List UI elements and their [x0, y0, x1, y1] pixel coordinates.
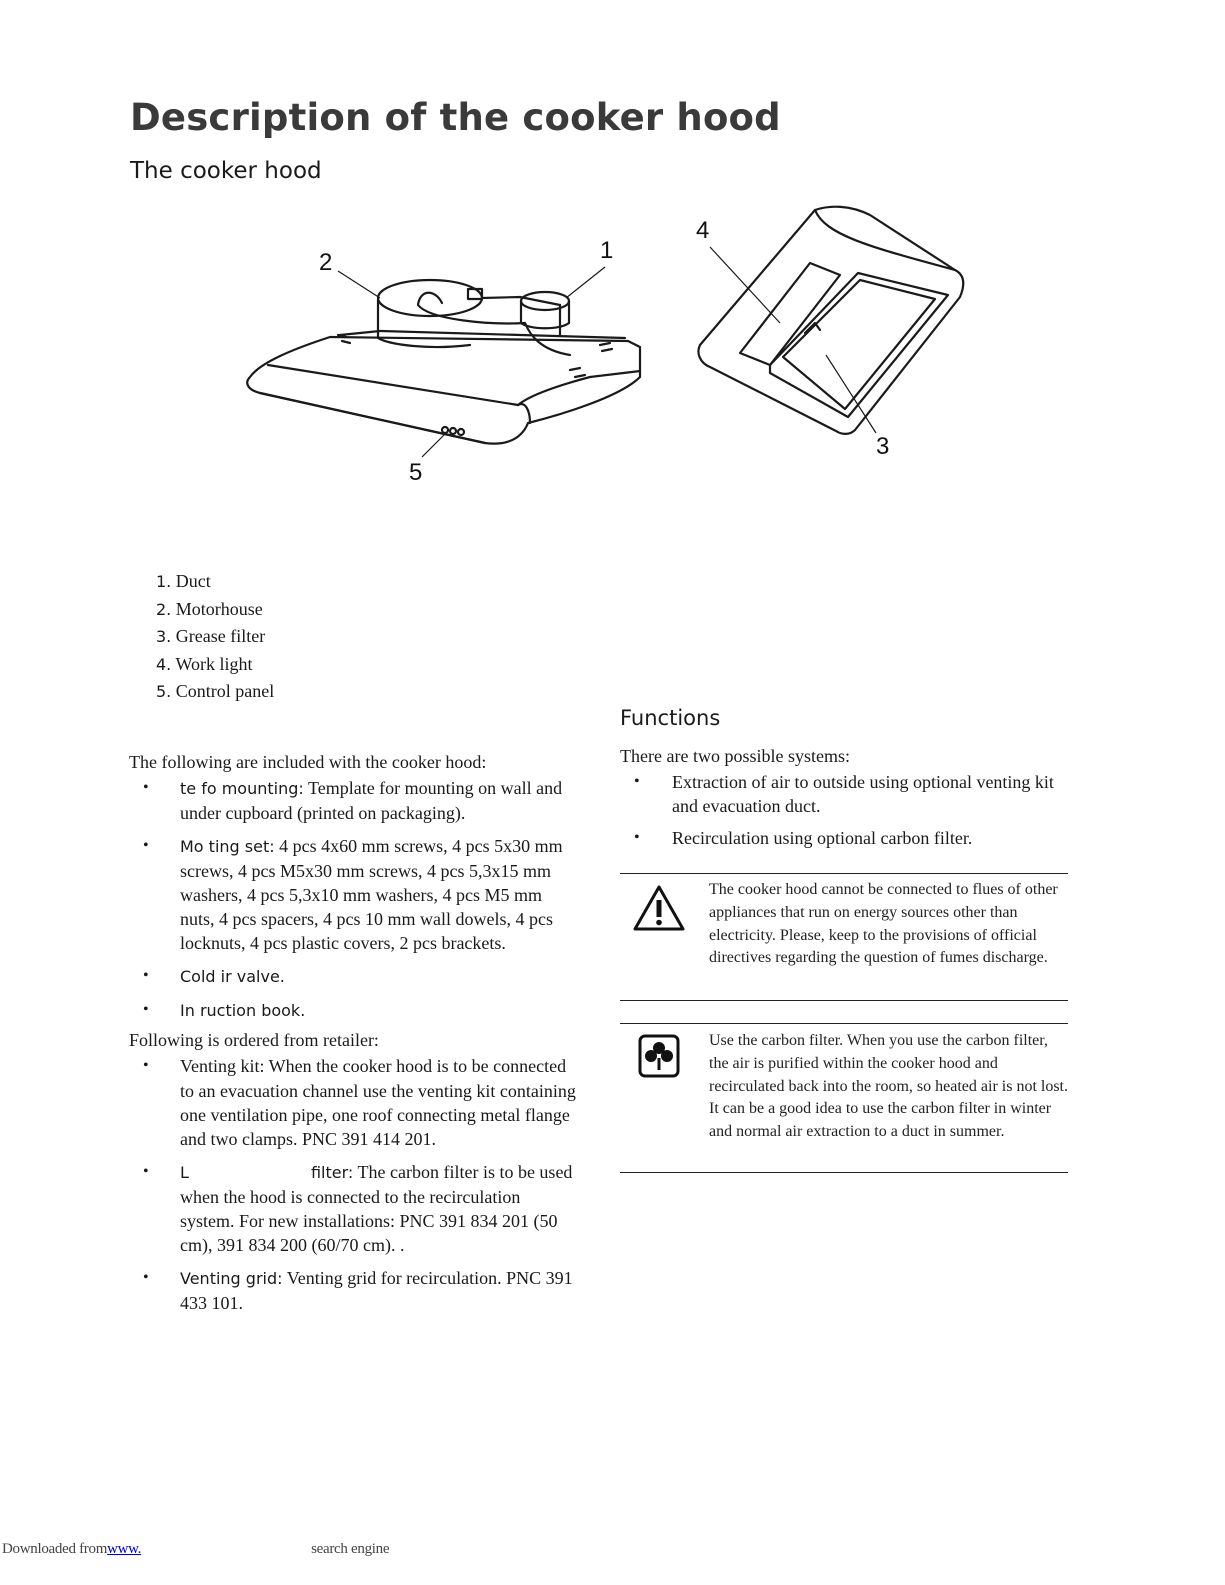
- section-title: The cooker hood: [130, 158, 322, 184]
- included-intro: The following are included with the cooker hood:: [129, 752, 487, 772]
- included-list: [129, 776, 579, 1023]
- list-item: [620, 770, 1070, 818]
- list-item: [129, 834, 579, 955]
- functions-intro: There are two possible systems:: [620, 746, 850, 766]
- list-item: [620, 826, 1070, 850]
- eco-tip-text: Use the carbon filter. When you use the carbon filter, the air is purified within the cooker hood and recirculated back into the room, so heated air is not lost. It can be a good idea to use the carbon filter in winter and normal air extraction to a duct in summer.: [709, 1032, 1068, 1141]
- functions-list: [620, 770, 1070, 850]
- callout-2: 2: [319, 249, 333, 276]
- cooker-hood-figure: [230, 205, 990, 505]
- callout-3: 3: [876, 433, 890, 460]
- part-label: Control panel: [175, 681, 275, 701]
- footer: [2, 1541, 389, 1558]
- list-item: [156, 623, 274, 651]
- list-item: [129, 776, 579, 825]
- retailer-intro: Following is ordered from retailer:: [129, 1030, 379, 1050]
- item-text: Venting kit: When the cooker hood is to be connected to an evacuation channel use the venting kit containing one ventilation pipe, one roof connecting metal flange and two clamps. PNC 391 414 201.: [180, 1056, 576, 1149]
- warning-triangle-icon: [632, 884, 686, 937]
- part-number: 3.: [156, 627, 172, 646]
- parts-list: [156, 568, 274, 706]
- part-label: Duct: [175, 571, 211, 591]
- list-item: [129, 1054, 579, 1151]
- footer-suffix: search engine: [311, 1541, 390, 1557]
- callout-4: 4: [696, 217, 710, 244]
- list-item: [129, 1266, 579, 1315]
- item-term: Cold ir valve.: [180, 967, 285, 986]
- item-term: te fo mounting:: [180, 779, 304, 798]
- item-term: Mo ting set:: [180, 837, 275, 856]
- callout-5: 5: [409, 459, 423, 486]
- item-term: Venting grid:: [180, 1269, 283, 1288]
- item-term: In ruction book.: [180, 1001, 306, 1020]
- functions-column: [620, 706, 1070, 858]
- item-text: 4 pcs 4x60 mm screws, 4 pcs 5x30 mm screws, 4 pcs M5x30 mm screws, 4 pcs 5,3x15 mm washers, 4 pcs 5,3x10 mm washers, 4 pcs M5 mm nuts, 4 pcs spacers, 4 pcs 10 mm wall dowels, 4 pcs locknuts, 4 pcs plastic covers, 2 pcs brackets.: [180, 836, 563, 953]
- page-title: Description of the cooker hood: [130, 96, 781, 139]
- eco-tip-note: [620, 1023, 1068, 1173]
- list-item: [156, 651, 274, 679]
- part-number: 4.: [156, 654, 172, 674]
- part-number: 1.: [156, 572, 172, 591]
- part-label: Work light: [175, 653, 253, 674]
- warning-text: The cooker hood cannot be connected to flues of other appliances that run on energy sources other than electricity. Please, keep to the provisions of official directives regarding the question of fumes discharge.: [709, 881, 1058, 967]
- callout-1: 1: [600, 237, 614, 264]
- part-label: Grease filter: [175, 626, 266, 646]
- item-term: L filter:: [180, 1163, 354, 1182]
- warning-note: [620, 873, 1068, 1001]
- list-item: [129, 998, 579, 1023]
- list-item: [156, 568, 274, 596]
- item-text: Template for mounting on wall and under cupboard (printed on packaging).: [180, 778, 563, 823]
- item-text: The carbon filter is to be used when the hood is connected to the recirculation system. For new installations: PNC 391 834 201 (50 cm), 391 834 200 (60/70 cm). .: [180, 1162, 573, 1255]
- clover-icon: [638, 1034, 680, 1083]
- functions-heading: Functions: [620, 706, 721, 730]
- part-number: 5.: [156, 682, 172, 701]
- list-item: [156, 596, 274, 624]
- item-text: Venting grid for recirculation. PNC 391 433 101.: [180, 1268, 573, 1313]
- list-item: [129, 964, 579, 989]
- footer-link[interactable]: www.: [107, 1541, 142, 1557]
- list-item: [129, 1160, 579, 1257]
- function-text: Recirculation using optional carbon filter.: [672, 828, 973, 848]
- part-number: 2.: [156, 599, 172, 619]
- footer-prefix: Downloaded from: [2, 1541, 108, 1557]
- accessories-column: [129, 750, 579, 1324]
- retailer-list: [129, 1054, 579, 1315]
- list-item: [156, 678, 274, 706]
- part-label: Motorhouse: [175, 598, 263, 619]
- function-text: Extraction of air to outside using optional venting kit and evacuation duct.: [672, 772, 1054, 816]
